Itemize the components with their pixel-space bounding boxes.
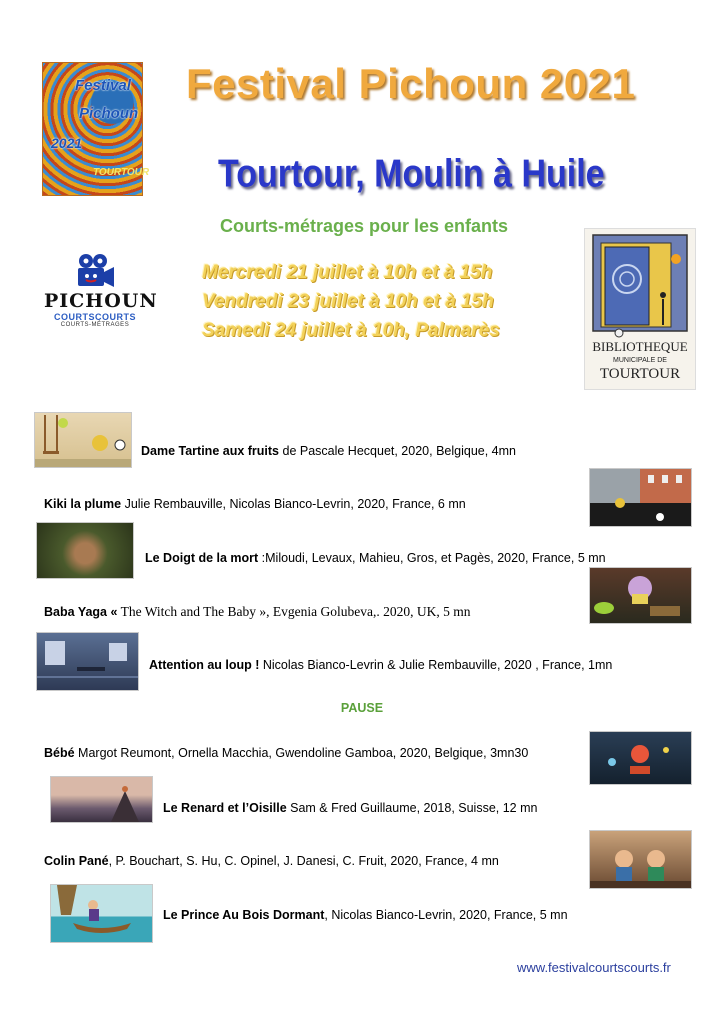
film-entry (149, 657, 612, 673)
date-line: Samedi 24 juillet à 10h, Palmarès (202, 320, 500, 341)
film-still (590, 732, 691, 784)
film-entry (44, 604, 470, 620)
film-details: Margot Reumont, Ornella Macchia, Gwendoline Gamboa, 2020, Belgique, 3mn30 (74, 746, 529, 760)
poster-text: Festival (75, 77, 131, 94)
film-details: The Witch and The Baby », Evgenia Golubeva,. 2020, UK, 5 mn (117, 604, 471, 619)
film-still (51, 777, 152, 822)
film-entry (44, 496, 466, 512)
website-link[interactable]: www.festivalcourtscourts.fr (517, 960, 671, 975)
film-title: Attention au loup ! (149, 658, 260, 672)
film-thumbnail (36, 522, 134, 579)
date-line: Mercredi 21 juillet à 10h et à 15h (202, 262, 493, 283)
logo-name: PICHOUN (44, 290, 158, 312)
logo-tagline: COURTS-MÉTRAGES (60, 322, 130, 328)
film-still (35, 413, 131, 467)
library-door-illustration (585, 229, 695, 389)
film-details: Sam & Fred Guillaume, 2018, Suisse, 12 mn (286, 801, 538, 815)
logo-brand: COURTSCOURTS (54, 312, 136, 322)
screening-dates (202, 258, 500, 345)
film-thumbnail (589, 830, 692, 889)
film-still (590, 469, 691, 526)
film-title: Bébé (44, 746, 75, 760)
library-label: MUNICIPALE DE (613, 357, 667, 364)
film-thumbnail (50, 884, 153, 943)
film-title: Le Prince Au Bois Dormant (163, 908, 325, 922)
film-thumbnail (589, 468, 692, 527)
festival-poster-image (42, 62, 150, 196)
film-title: Le Doigt de la mort (145, 551, 259, 565)
film-details: Nicolas Bianco-Levrin & Julie Rembauville, 2020 , France, 1mn (259, 658, 613, 672)
library-drawing (584, 228, 696, 390)
film-entry (163, 800, 537, 816)
page-title: Festival Pichoun 2021 (186, 60, 636, 107)
film-details: , Nicolas Bianco-Levrin, 2020, France, 5 mn (324, 908, 568, 922)
film-title: Colin Pané (44, 854, 109, 868)
film-thumbnail (589, 567, 692, 624)
film-title: Dame Tartine aux fruits (141, 444, 280, 458)
venue-title: Tourtour, Moulin à Huile (218, 152, 605, 196)
film-entry (163, 907, 568, 923)
film-entry (44, 853, 499, 869)
film-details: de Pascale Hecquet, 2020, Belgique, 4mn (279, 444, 516, 458)
library-label: TOURTOUR (599, 366, 681, 382)
pause-label: PAUSE (340, 701, 384, 715)
film-thumbnail (34, 412, 132, 468)
film-thumbnail (36, 632, 139, 691)
film-still (590, 568, 691, 623)
poster-text: 2021 (51, 135, 83, 151)
pichoun-logo (44, 252, 158, 332)
date-line: Vendredi 23 juillet à 10h et à 15h (202, 291, 494, 312)
film-details: :Miloudi, Levaux, Mahieu, Gros, et Pagès, 2020, France, 5 mn (258, 551, 606, 565)
film-entry (145, 550, 606, 566)
subtitle: Courts-métrages pour les enfants (220, 216, 509, 236)
film-details: Julie Rembauville, Nicolas Bianco-Levrin, 2020, France, 6 mn (121, 497, 466, 511)
film-thumbnail (50, 776, 153, 823)
camera-icon (74, 252, 116, 288)
poster-text: Pichoun (79, 105, 139, 122)
film-title: Baba Yaga « (44, 605, 118, 619)
library-label: BIBLIOTHEQUE (592, 339, 688, 354)
film-entry (141, 443, 516, 459)
film-entry (44, 745, 528, 761)
film-title: Le Renard et l’Oisille (163, 801, 287, 815)
film-title: Kiki la plume (44, 497, 122, 511)
poster-text: TOURTOUR (93, 167, 150, 178)
film-thumbnail (589, 731, 692, 785)
film-details: , P. Bouchart, S. Hu, C. Opinel, J. Danesi, C. Fruit, 2020, France, 4 mn (108, 854, 499, 868)
film-still (37, 633, 138, 690)
film-still (51, 885, 152, 942)
film-still (590, 831, 691, 888)
